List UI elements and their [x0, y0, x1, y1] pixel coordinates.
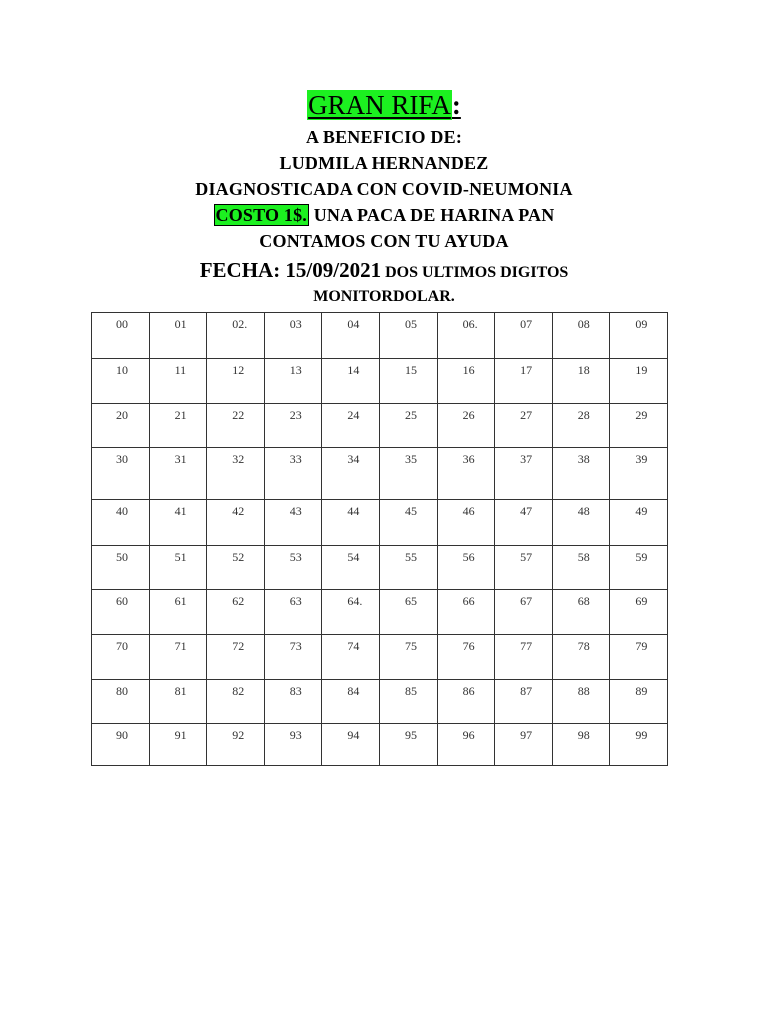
raffle-number-cell[interactable]: 08 — [552, 313, 610, 359]
raffle-number-grid — [91, 312, 668, 766]
raffle-number-cell[interactable]: 39 — [610, 448, 668, 500]
raffle-number-cell[interactable]: 05 — [379, 313, 437, 359]
date-line — [0, 254, 768, 286]
flyer-header — [0, 88, 768, 308]
raffle-number-cell[interactable]: 82 — [207, 680, 265, 724]
raffle-number-cell[interactable]: 30 — [92, 448, 150, 500]
raffle-number-cell[interactable]: 29 — [610, 404, 668, 448]
title-colon: : — [451, 90, 461, 120]
raffle-number-cell[interactable]: 84 — [322, 680, 380, 724]
grid-row — [92, 500, 668, 546]
raffle-number-cell[interactable]: 92 — [207, 724, 265, 766]
raffle-number-cell[interactable]: 88 — [552, 680, 610, 724]
raffle-number-cell[interactable]: 33 — [264, 448, 322, 500]
raffle-number-cell[interactable]: 44 — [322, 500, 380, 546]
raffle-number-cell[interactable]: 36 — [437, 448, 495, 500]
raffle-number-cell[interactable]: 01 — [149, 313, 207, 359]
raffle-number-cell[interactable]: 35 — [379, 448, 437, 500]
raffle-number-cell[interactable]: 17 — [495, 359, 553, 404]
raffle-number-cell[interactable]: 07 — [495, 313, 553, 359]
raffle-number-cell[interactable]: 52 — [207, 546, 265, 590]
raffle-number-cell[interactable]: 40 — [92, 500, 150, 546]
raffle-number-cell[interactable]: 78 — [552, 635, 610, 680]
raffle-number-cell[interactable]: 80 — [92, 680, 150, 724]
raffle-number-cell[interactable]: 73 — [264, 635, 322, 680]
raffle-number-cell[interactable]: 27 — [495, 404, 553, 448]
raffle-number-cell[interactable]: 50 — [92, 546, 150, 590]
grid-row — [92, 313, 668, 359]
raffle-number-cell[interactable]: 91 — [149, 724, 207, 766]
beneficiary-label: A BENEFICIO DE: — [305, 127, 463, 147]
raffle-number-cell[interactable]: 70 — [92, 635, 150, 680]
cost-description: UNA PACA DE HARINA PAN — [313, 205, 555, 225]
raffle-number-cell[interactable]: 93 — [264, 724, 322, 766]
raffle-number-cell[interactable]: 42 — [207, 500, 265, 546]
cost-line — [0, 202, 768, 228]
raffle-number-cell[interactable]: 10 — [92, 359, 150, 404]
raffle-number-cell[interactable]: 61 — [149, 590, 207, 635]
raffle-number-cell[interactable]: 95 — [379, 724, 437, 766]
grid-row — [92, 404, 668, 448]
raffle-number-cell[interactable]: 71 — [149, 635, 207, 680]
monitor-source: MONITORDOLAR. — [313, 288, 455, 305]
raffle-number-cell[interactable]: 43 — [264, 500, 322, 546]
raffle-number-cell[interactable]: 14 — [322, 359, 380, 404]
raffle-number-cell[interactable]: 09 — [610, 313, 668, 359]
raffle-number-cell[interactable]: 26 — [437, 404, 495, 448]
raffle-number-cell[interactable]: 72 — [207, 635, 265, 680]
raffle-number-cell[interactable]: 55 — [379, 546, 437, 590]
date-note: DOS ULTIMOS DIGITOS — [385, 264, 569, 281]
raffle-number-cell[interactable]: 12 — [207, 359, 265, 404]
grid-row — [92, 590, 668, 635]
raffle-number-cell[interactable]: 21 — [149, 404, 207, 448]
raffle-number-cell[interactable]: 96 — [437, 724, 495, 766]
grid-row — [92, 359, 668, 404]
raffle-number-cell[interactable]: 86 — [437, 680, 495, 724]
raffle-number-cell[interactable]: 56 — [437, 546, 495, 590]
grid-row — [92, 724, 668, 766]
raffle-number-cell[interactable]: 31 — [149, 448, 207, 500]
raffle-number-cell[interactable]: 22 — [207, 404, 265, 448]
raffle-number-cell[interactable]: 18 — [552, 359, 610, 404]
raffle-number-cell[interactable]: 46 — [437, 500, 495, 546]
raffle-number-cell[interactable]: 75 — [379, 635, 437, 680]
raffle-number-cell[interactable]: 77 — [495, 635, 553, 680]
diagnosis-line: DIAGNOSTICADA CON COVID-NEUMONIA — [195, 179, 573, 199]
raffle-number-cell[interactable]: 19 — [610, 359, 668, 404]
cost-highlight: COSTO 1$. — [215, 205, 308, 225]
raffle-number-cell[interactable]: 83 — [264, 680, 322, 724]
raffle-number-cell[interactable]: 62 — [207, 590, 265, 635]
raffle-number-cell[interactable]: 34 — [322, 448, 380, 500]
raffle-number-cell[interactable]: 60 — [92, 590, 150, 635]
raffle-number-cell[interactable]: 49 — [610, 500, 668, 546]
raffle-number-cell[interactable]: 24 — [322, 404, 380, 448]
raffle-number-cell[interactable]: 99 — [610, 724, 668, 766]
raffle-number-cell[interactable]: 53 — [264, 546, 322, 590]
raffle-number-cell[interactable]: 69 — [610, 590, 668, 635]
title-highlight: GRAN RIFA — [308, 90, 451, 120]
grid-row — [92, 635, 668, 680]
raffle-number-cell[interactable]: 32 — [207, 448, 265, 500]
raffle-number-cell[interactable]: 98 — [552, 724, 610, 766]
raffle-number-cell[interactable]: 67 — [495, 590, 553, 635]
flyer-title — [0, 88, 768, 124]
raffle-number-cell[interactable]: 04 — [322, 313, 380, 359]
raffle-number-cell[interactable]: 57 — [495, 546, 553, 590]
beneficiary-name: LUDMILA HERNANDEZ — [279, 153, 489, 173]
raffle-number-cell[interactable]: 11 — [149, 359, 207, 404]
raffle-number-cell[interactable]: 68 — [552, 590, 610, 635]
raffle-number-cell[interactable]: 65 — [379, 590, 437, 635]
raffle-number-cell[interactable]: 94 — [322, 724, 380, 766]
grid-row — [92, 448, 668, 500]
raffle-number-cell[interactable]: 79 — [610, 635, 668, 680]
raffle-number-cell[interactable]: 23 — [264, 404, 322, 448]
raffle-number-cell[interactable]: 48 — [552, 500, 610, 546]
raffle-number-cell[interactable]: 13 — [264, 359, 322, 404]
raffle-number-cell[interactable]: 47 — [495, 500, 553, 546]
raffle-number-cell[interactable]: 51 — [149, 546, 207, 590]
raffle-number-cell[interactable]: 58 — [552, 546, 610, 590]
raffle-number-cell[interactable]: 20 — [92, 404, 150, 448]
raffle-number-cell[interactable]: 15 — [379, 359, 437, 404]
raffle-number-cell[interactable]: 06. — [437, 313, 495, 359]
raffle-number-cell[interactable]: 00 — [92, 313, 150, 359]
raffle-number-cell[interactable]: 66 — [437, 590, 495, 635]
raffle-number-cell[interactable]: 97 — [495, 724, 553, 766]
grid-row — [92, 680, 668, 724]
help-line: CONTAMOS CON TU AYUDA — [259, 231, 509, 251]
raffle-number-cell[interactable]: 59 — [610, 546, 668, 590]
raffle-number-cell[interactable]: 54 — [322, 546, 380, 590]
raffle-number-cell[interactable]: 16 — [437, 359, 495, 404]
raffle-number-cell[interactable]: 25 — [379, 404, 437, 448]
raffle-number-cell[interactable]: 76 — [437, 635, 495, 680]
raffle-number-cell[interactable]: 64. — [322, 590, 380, 635]
raffle-number-cell[interactable]: 41 — [149, 500, 207, 546]
raffle-number-cell[interactable]: 63 — [264, 590, 322, 635]
raffle-number-cell[interactable]: 45 — [379, 500, 437, 546]
raffle-number-cell[interactable]: 74 — [322, 635, 380, 680]
raffle-number-cell[interactable]: 37 — [495, 448, 553, 500]
raffle-number-cell[interactable]: 87 — [495, 680, 553, 724]
raffle-number-cell[interactable]: 90 — [92, 724, 150, 766]
raffle-number-cell[interactable]: 03 — [264, 313, 322, 359]
raffle-number-cell[interactable]: 89 — [610, 680, 668, 724]
raffle-number-cell[interactable]: 28 — [552, 404, 610, 448]
raffle-number-cell[interactable]: 38 — [552, 448, 610, 500]
grid-row — [92, 546, 668, 590]
raffle-number-cell[interactable]: 85 — [379, 680, 437, 724]
raffle-number-cell[interactable]: 02. — [207, 313, 265, 359]
raffle-number-cell[interactable]: 81 — [149, 680, 207, 724]
date-label: FECHA: 15/09/2021 — [199, 258, 382, 282]
